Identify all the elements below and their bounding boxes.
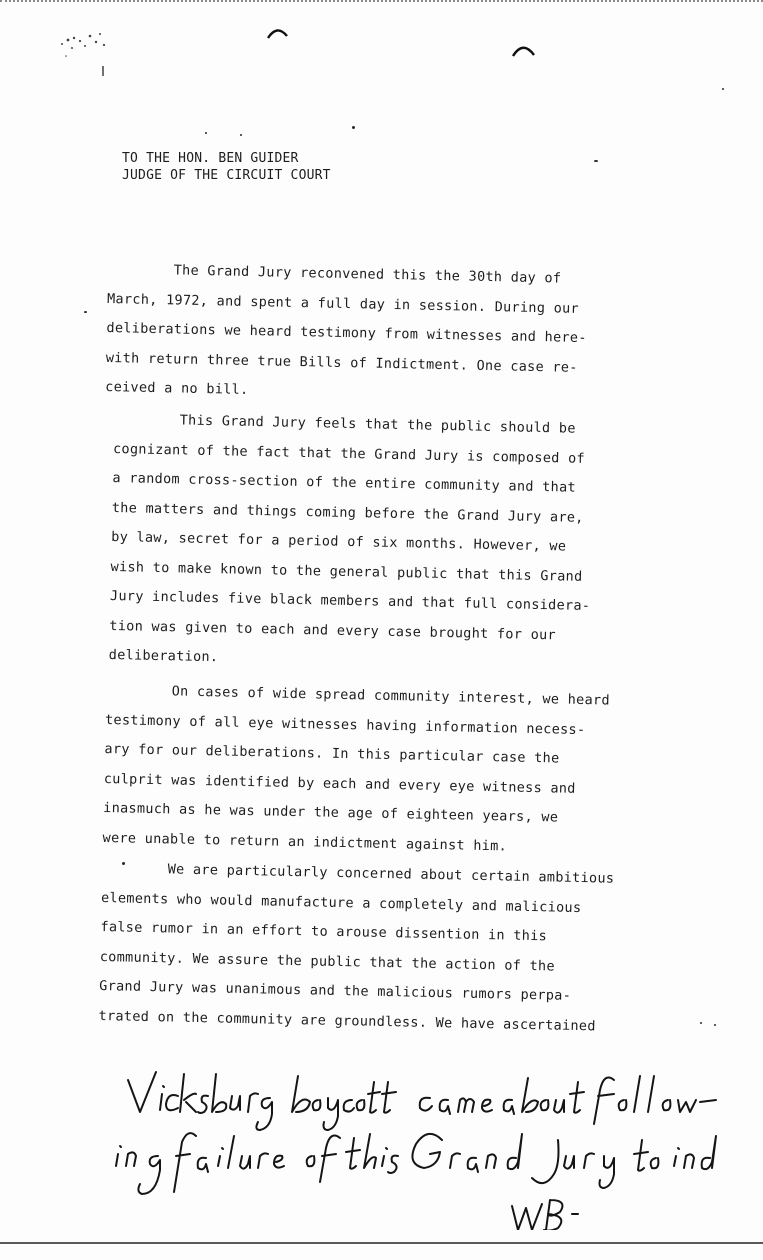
punch-mark-right: [511, 42, 537, 58]
text-line: March, 1972, and spent a full day in session. During our: [106, 290, 580, 317]
text-line: with return three true Bills of Indictment. One case re-: [105, 349, 578, 376]
speck: [700, 1022, 702, 1024]
text-line: This Grand Jury feels that the public should be: [179, 412, 576, 437]
bottom-edge-line: [0, 1242, 763, 1244]
punch-mark-left: [266, 26, 290, 40]
paragraph-eye-witnesses: [102, 676, 646, 864]
text-line: culprit was identified by each and every eye witness and: [103, 770, 576, 797]
text-line: trated on the community are groundless. We have ascertained: [98, 1007, 596, 1034]
text-line: ary for our deliberations. In this particular case the: [104, 740, 560, 767]
text-line: false rumor in an effort to arouse dissention in this: [100, 918, 548, 945]
address-block: [122, 150, 331, 184]
speck: [352, 126, 355, 129]
handwritten-annotation: [0, 1060, 763, 1230]
text-line: testimony of all eye witnesses having information necess-: [104, 711, 586, 738]
addressee-title-line: JUDGE OF THE CIRCUIT COURT: [122, 168, 331, 183]
text-line: were unable to return an indictment against him.: [102, 829, 508, 854]
speck: [240, 134, 242, 136]
text-line: deliberations we heard testimony from witnesses and here-: [106, 319, 587, 347]
paragraph-false-rumors: [98, 854, 642, 1042]
speck: [714, 1024, 716, 1026]
text-line: community. We assure the public that the action of the: [99, 948, 556, 975]
text-line: the matters and things coming before the Grand Jury are,: [111, 499, 584, 526]
paragraph-session-summary: [105, 255, 648, 414]
text-line: Jury includes five black members and that full considera-: [109, 587, 591, 615]
text-line: wish to make known to the general public that this Grand: [110, 558, 583, 585]
text-line: deliberation.: [108, 646, 219, 666]
top-edge-dotted-line: [0, 0, 763, 2]
text-line: On cases of wide spread community interest, we heard: [171, 683, 611, 709]
corner-smudge: [30, 26, 120, 86]
text-line: tion was given to each and every case brought for our: [109, 617, 557, 643]
text-line: We are particularly concerned about certain ambitious: [167, 861, 615, 887]
text-line: a random cross-section of the entire community and that: [112, 469, 577, 496]
text-line: elements who would manufacture a completely and malicious: [100, 889, 582, 916]
text-line: Grand Jury was unanimous and the malicious rumors perpa-: [99, 977, 572, 1004]
speck: [722, 88, 724, 90]
addressee-line: TO THE HON. BEN GUIDER: [122, 151, 299, 166]
text-line: inasmuch as he was under the age of eighteen years, we: [103, 799, 559, 826]
speck: [205, 132, 207, 134]
speck: [594, 160, 598, 162]
paragraph-jury-composition: [108, 405, 653, 682]
text-line: cognizant of the fact that the Grand Jury is composed of: [112, 440, 586, 467]
text-line: ceived a no bill.: [105, 378, 249, 398]
speck: [84, 311, 87, 313]
text-line: by law, secret for a period of six months. However, we: [111, 528, 567, 555]
text-line: The Grand Jury reconvened this the 30th day of: [173, 262, 562, 287]
